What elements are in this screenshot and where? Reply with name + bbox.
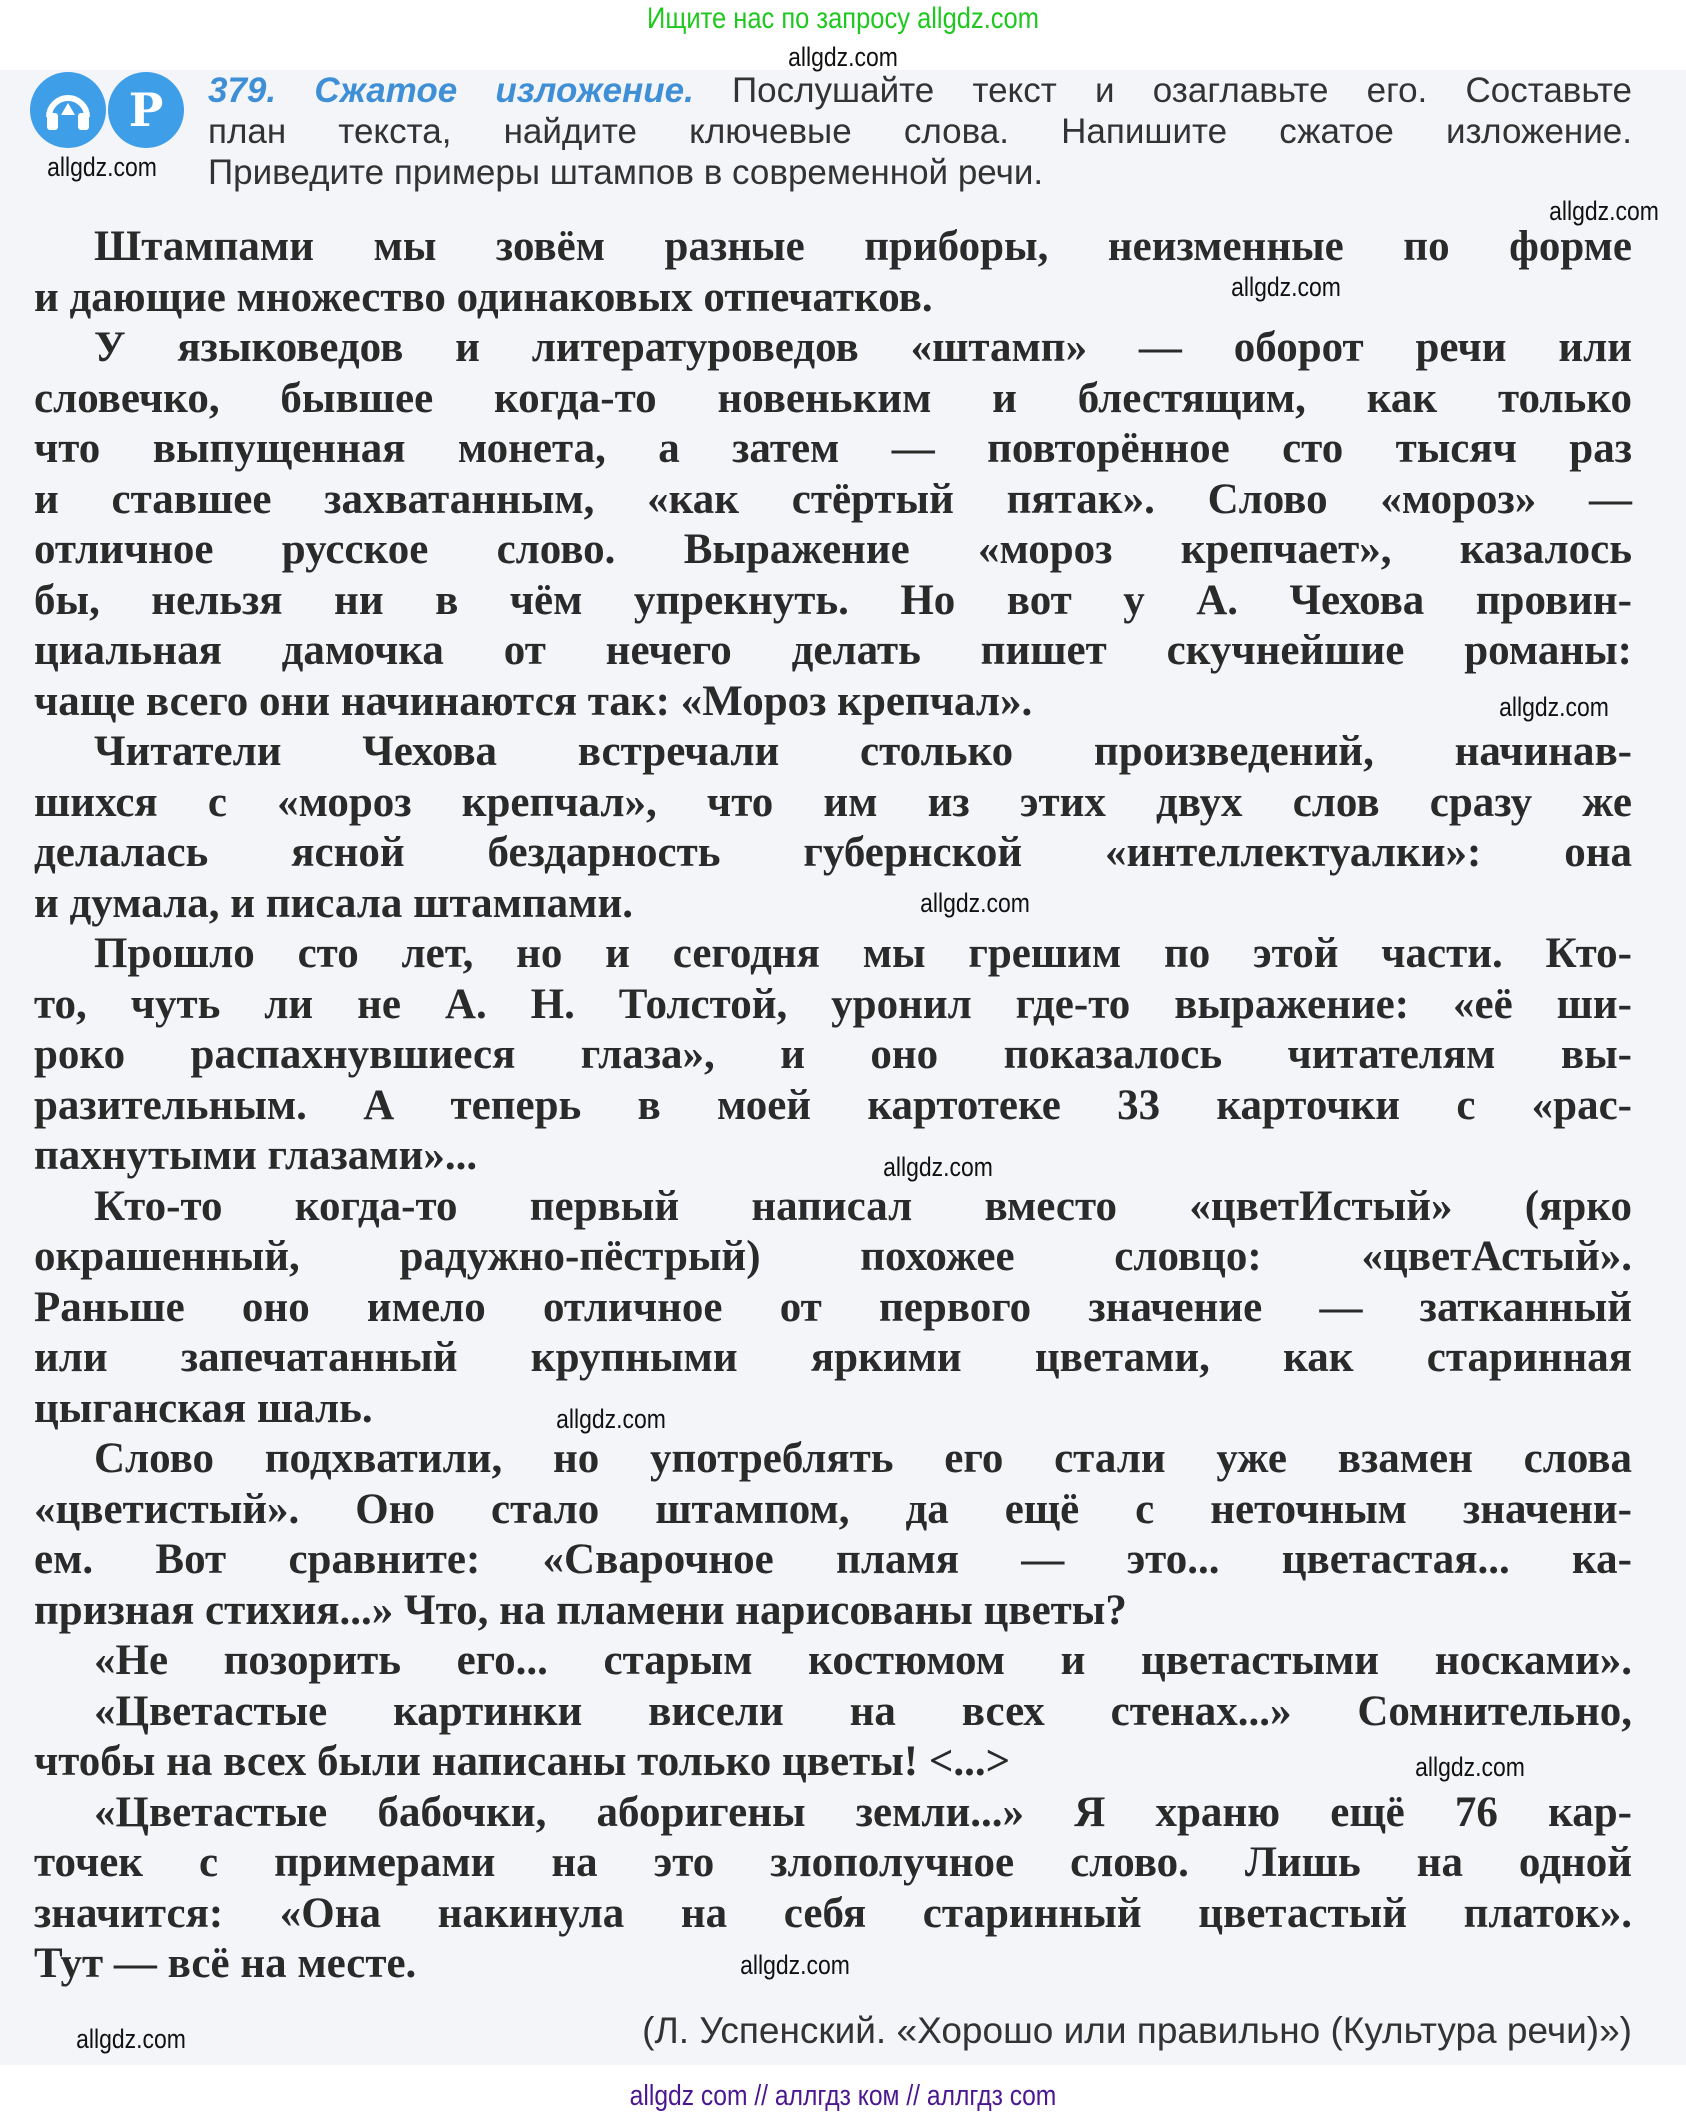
text-line: У языковедов и литературоведов «штамп» — оборот речи или — [94, 324, 1632, 371]
text-line: то, чуть ли не А. Н. Толстой, уронил где-то выражение: «её ши- — [34, 980, 1632, 1028]
text-line: Слово подхватили, но употреблять его стали уже взамен слова — [94, 1435, 1632, 1482]
text-line: Прошло сто лет, но и сегодня мы грешим по этой части. Кто- — [94, 930, 1632, 977]
text-line: ем. Вот сравните: «Сварочное пламя — это... цветастая... ка- — [34, 1536, 1632, 1583]
top-banner[interactable]: Ищите нас по запросу allgdz.com — [647, 2, 1039, 35]
watermark: allgdz.com — [1499, 692, 1609, 722]
text-line: что выпущенная монета, а затем — повторённое сто тысяч раз — [34, 425, 1632, 472]
text-line: Читатели Чехова встречали столько произведений, начинав- — [94, 728, 1632, 775]
watermark: allgdz.com — [556, 1404, 666, 1434]
text-line: делалась ясной бездарность губернской «интеллектуалки»: она — [34, 829, 1632, 876]
text-line: призная стихия...» Что, на пламени нарисованы цветы? — [34, 1586, 1127, 1634]
text-line: и ставшее захватанным, «как стёртый пятак». Слово «мороз» — — [34, 475, 1632, 523]
text-line: роко распахнувшиеся глаза», и оно показалось читателям вы- — [34, 1031, 1632, 1078]
watermark: allgdz.com — [1549, 196, 1659, 226]
text-line: и дающие множество одинаковых отпечатков. — [34, 273, 933, 321]
headphones-icon — [30, 72, 106, 148]
text-line: значится: «Она накинула на себя старинный цветастый платок». — [34, 1889, 1632, 1937]
text-line: словечко, бывшее когда-то новеньким и блестящим, как только — [34, 374, 1632, 422]
text-line: разительным. А теперь в моей картотеке 33 карточки с «рас- — [34, 1081, 1632, 1129]
watermark: allgdz.com — [1231, 272, 1341, 302]
text-line: Кто-то когда-то первый написал вместо «цветИстый» (ярко — [94, 1182, 1632, 1230]
watermark: allgdz.com — [1415, 1752, 1525, 1782]
text-line: чаще всего они начинаются так: «Мороз крепчал». — [34, 677, 1033, 725]
text-line: и думала, и писала штампами. — [34, 879, 633, 927]
text-line: отличное русское слово. Выражение «мороз крепчает», казалось — [34, 526, 1632, 573]
text-line: цыганская шаль. — [34, 1384, 373, 1432]
watermark: allgdz.com — [920, 888, 1030, 918]
exercise-title: 379. Сжатое изложение. — [208, 71, 694, 110]
watermark: allgdz.com — [883, 1152, 993, 1182]
task-instructions — [208, 70, 1632, 193]
text-line: пахнутыми глазами»... — [34, 1132, 478, 1179]
watermark: allgdz.com — [740, 1950, 850, 1980]
watermark: allgdz.com — [76, 2024, 186, 2054]
watermark: allgdz.com — [788, 42, 898, 72]
text-line: Раньше оно имело отличное от первого значение — затканный — [34, 1283, 1632, 1331]
text-line: «Цветастые бабочки, аборигены земли...» Я храню ещё 76 кар- — [94, 1788, 1632, 1836]
text-line: Штампами мы зовём разные приборы, неизменные по форме — [94, 223, 1632, 270]
exercise-text — [34, 222, 1632, 1990]
task-line: Приведите примеры штампов в современной речи. — [208, 153, 1044, 192]
watermark: allgdz.com — [47, 152, 157, 182]
text-line: циальная дамочка от нечего делать пишет скучнейшие романы: — [34, 627, 1632, 674]
text-line: Тут — всё на месте. — [34, 1940, 417, 1987]
bottom-banner[interactable]: allgdz com // аллгдз ком // аллгдз com — [629, 2080, 1057, 2112]
source-citation: (Л. Успенский. «Хорошо или правильно (Культура речи)») — [642, 2010, 1632, 2051]
task-line: план текста, найдите ключевые слова. Напишите сжатое изложение. — [208, 112, 1632, 151]
text-line: бы, нельзя ни в чём упрекнуть. Но вот у А. Чехова провин- — [34, 576, 1632, 624]
text-line: «Цветастые картинки висели на всех стенах...» Сомнительно, — [94, 1687, 1632, 1735]
task-line: Послушайте текст и озаглавьте его. Составьте — [693, 71, 1632, 110]
text-line: шихся с «мороз крепчал», что им из этих двух слов сразу же — [34, 778, 1632, 826]
text-line: точек с примерами на это злополучное слово. Лишь на одной — [34, 1839, 1632, 1886]
text-line: «Не позорить его... старым костюмом и цветастыми носками». — [94, 1637, 1632, 1684]
text-line: «цветистый». Оно стало штампом, да ещё с неточным значени- — [34, 1485, 1632, 1533]
text-line: или запечатанный крупными яркими цветами, как старинная — [34, 1334, 1632, 1381]
text-line: окрашенный, радужно-пёстрый) похожее словцо: «цветАстый». — [34, 1233, 1632, 1280]
text-line: чтобы на всех были написаны только цветы! <...> — [34, 1738, 1011, 1785]
p-badge-icon: Р — [108, 72, 184, 148]
